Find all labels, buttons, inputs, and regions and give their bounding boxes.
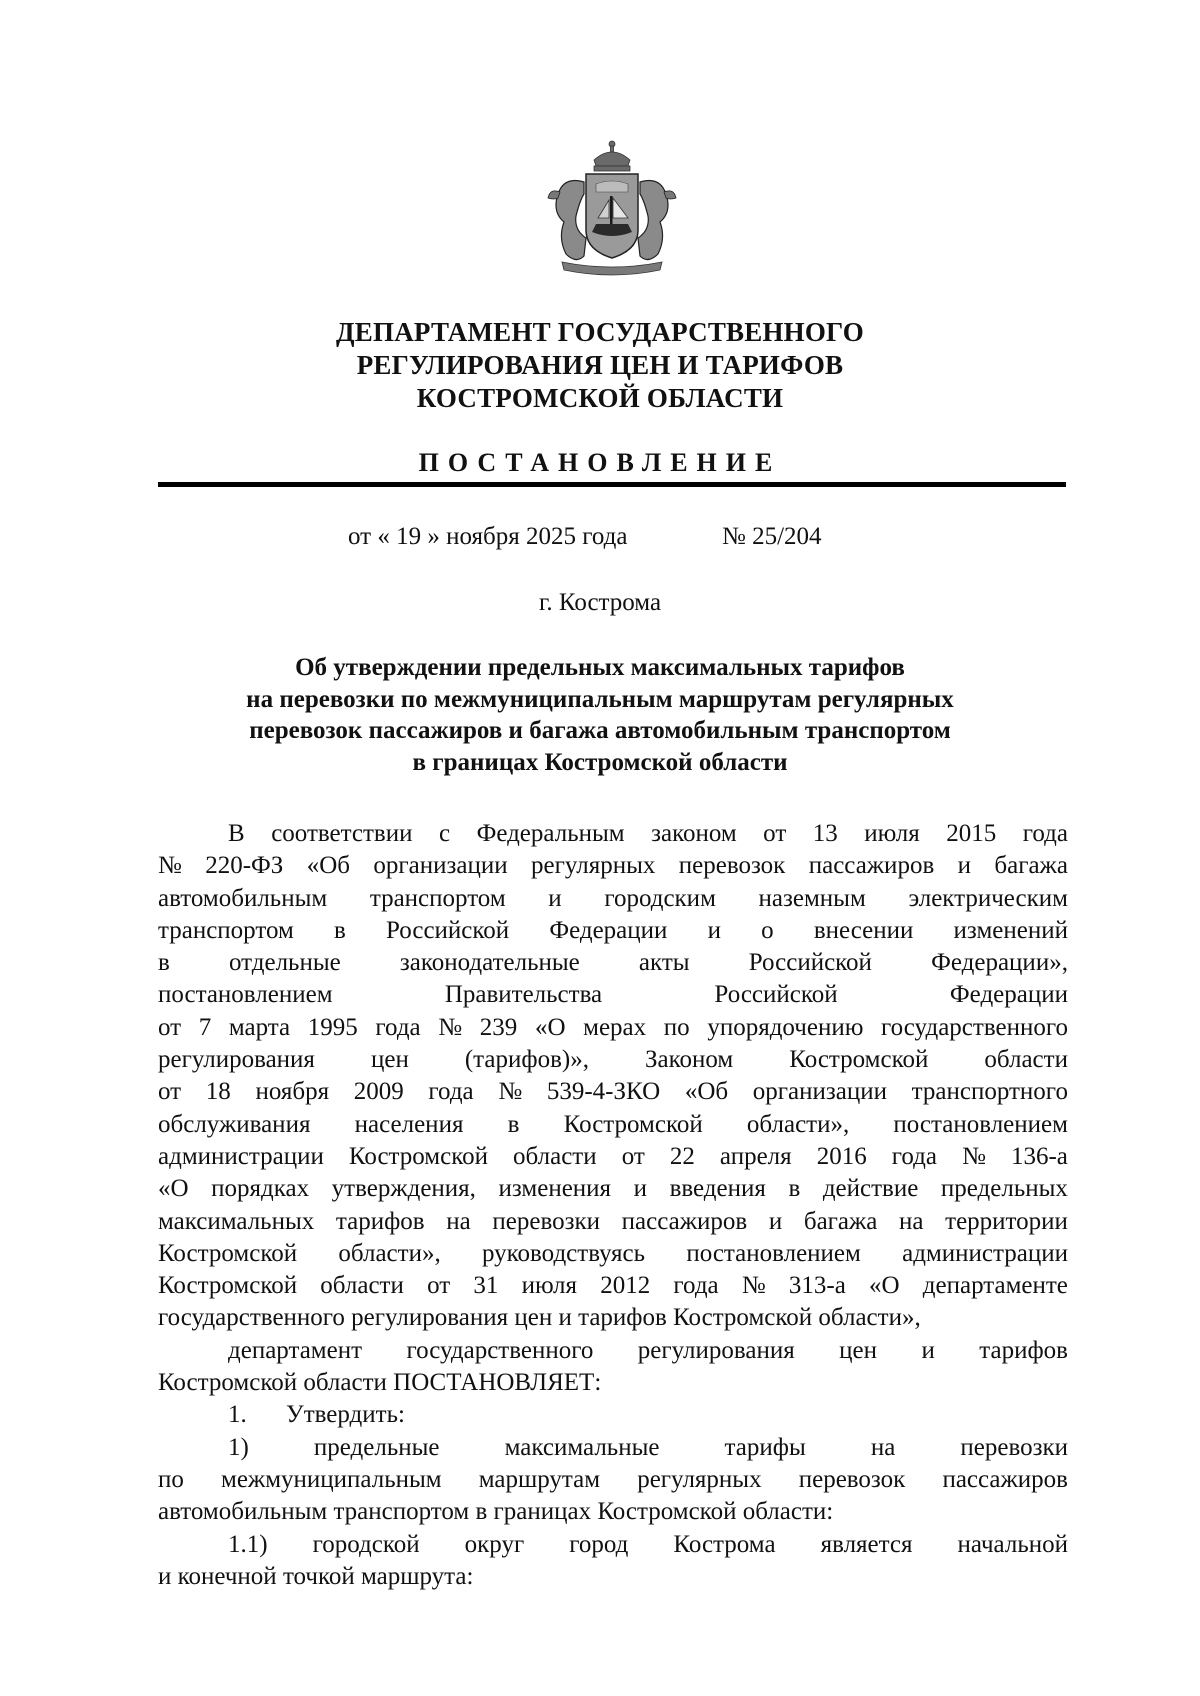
body-line — [158, 947, 1068, 979]
body-word: области — [984, 1046, 1068, 1074]
body-word: государственного — [406, 1336, 594, 1364]
body-line — [158, 1173, 1068, 1205]
document-type-title: ПОСТАНОВЛЕНИЕ — [418, 448, 782, 477]
body-word: постановлением — [893, 1110, 1068, 1138]
body-word: отдельные — [228, 949, 341, 977]
body-word: предельных — [940, 1175, 1068, 1203]
body-line: и конечной точкой маршрута: — [158, 1562, 474, 1590]
department-heading — [150, 316, 1050, 415]
body-word: городским — [604, 884, 716, 912]
body-word: Федерации», — [931, 949, 1068, 977]
body-line — [158, 979, 1068, 1011]
body-word: обслуживания — [158, 1110, 311, 1138]
body-line — [158, 1432, 1068, 1464]
body-line — [158, 1464, 1068, 1496]
body-word: законом — [651, 820, 737, 847]
body-word: № — [498, 1078, 523, 1106]
body-word: Российской — [385, 916, 510, 944]
subject-line-1: Об утверждении предельных максимальных тарифов — [295, 654, 905, 681]
body-word: транспортом — [158, 916, 294, 944]
body-word: и — [921, 1336, 935, 1364]
body-word: (тарифов)», — [464, 1046, 589, 1074]
body-word: город — [569, 1530, 629, 1558]
body-word: является — [820, 1530, 913, 1558]
body-word: июля — [521, 1272, 577, 1300]
body-word: Федерации — [549, 916, 668, 944]
body-word: администрации — [902, 1239, 1068, 1267]
body-word: области — [320, 1272, 404, 1300]
body-word: максимальные — [504, 1433, 660, 1461]
body-word: электрическим — [908, 884, 1068, 912]
body-word: марта — [228, 1013, 291, 1041]
body-word: Костромской — [158, 1239, 298, 1267]
body-word: 22 — [669, 1142, 695, 1170]
body-word: в — [333, 916, 346, 944]
body-word: от — [621, 1142, 645, 1170]
body-word: пассажиров — [808, 852, 935, 880]
body-word: 2015 — [946, 820, 997, 847]
body-word: по — [663, 1013, 690, 1041]
body-word: департаменте — [922, 1272, 1068, 1300]
body-word: Правительства — [444, 981, 603, 1009]
heading-divider — [158, 482, 1066, 487]
body-word: маршрутам — [478, 1465, 601, 1493]
body-word: перевозки — [492, 1207, 600, 1235]
body-word: о — [761, 916, 774, 944]
body-word: пассажиров — [942, 1465, 1068, 1493]
body-line: государственного регулирования цен и тарифов Костромской области», — [158, 1304, 921, 1332]
body-word: действие — [822, 1175, 919, 1203]
body-word: транспортного — [911, 1078, 1068, 1106]
body-word: перевозок — [678, 852, 786, 880]
body-word: «О — [869, 1272, 900, 1300]
body-word: 539-4-ЗКО — [546, 1078, 661, 1106]
body-word: года — [673, 1272, 719, 1300]
body-word: Кострома — [673, 1530, 776, 1558]
body-word: года — [428, 1078, 474, 1106]
body-word: городской — [312, 1530, 420, 1558]
body-word: пассажиров — [621, 1207, 748, 1235]
body-word: Федерации — [949, 981, 1068, 1009]
body-word: внесении — [813, 916, 914, 944]
body-word: апреля — [719, 1142, 792, 1170]
body-word: года — [891, 1142, 937, 1170]
body-line: Костромской области ПОСТАНОВЛЯЕТ: — [158, 1369, 602, 1397]
body-word: 1) — [228, 1433, 249, 1461]
body-word: предельные — [313, 1433, 440, 1461]
body-word: организации — [752, 1078, 887, 1106]
body-line — [158, 850, 1068, 882]
subject-line-4: в границах Костромской области — [412, 748, 788, 776]
body-word: максимальных — [158, 1207, 315, 1235]
body-word: Костромской — [789, 1046, 929, 1074]
body-word: утверждения, — [331, 1175, 476, 1203]
body-word: и — [633, 1175, 648, 1203]
body-word: 2009 — [353, 1078, 404, 1106]
body-word: 7 — [198, 1013, 212, 1041]
body-word: постановлением — [686, 1239, 861, 1267]
body-word: июля — [864, 820, 920, 847]
body-word: 2016 — [816, 1142, 867, 1170]
body-line — [158, 1012, 1068, 1044]
document-subject — [150, 652, 1050, 778]
body-word: перевозок — [798, 1465, 906, 1493]
body-word: 18 — [205, 1078, 231, 1106]
body-word: В — [228, 820, 245, 847]
document-number: № 25/204 — [722, 523, 822, 550]
body-line — [158, 1044, 1068, 1076]
body-word: тарифов — [335, 1207, 425, 1235]
body-word: Костромской — [158, 1272, 298, 1300]
body-word: от — [158, 1078, 182, 1106]
body-word: изменений — [953, 916, 1068, 944]
body-word: № — [741, 1272, 766, 1300]
body-word: Российской — [748, 949, 872, 977]
body-word: тарифов — [979, 1336, 1068, 1364]
coat-of-arms-emblem — [536, 138, 688, 282]
body-word: мерах — [583, 1013, 647, 1041]
body-word: на — [870, 1433, 896, 1461]
body-word: цен — [839, 1336, 878, 1364]
body-line — [158, 1238, 1068, 1270]
body-word: «О — [534, 1013, 566, 1041]
body-word: регулирования — [637, 1336, 795, 1364]
body-word: в — [158, 949, 170, 977]
subject-line-3: перевозок пассажиров и багажа автомобильным транспортом — [249, 717, 951, 744]
body-word: департамент — [228, 1336, 363, 1364]
body-word: 313-а — [788, 1272, 846, 1300]
body-word: регулирования — [158, 1046, 315, 1074]
body-word: территории — [945, 1207, 1068, 1235]
body-line — [158, 1141, 1068, 1173]
department-line-2: РЕГУЛИРОВАНИЯ ЦЕН И ТАРИФОВ — [356, 350, 844, 380]
body-word: на — [446, 1207, 471, 1235]
body-word: «Об — [306, 852, 350, 880]
body-word: № — [962, 1142, 986, 1170]
body-word: изменения — [498, 1175, 612, 1203]
document-date: от « 19 » ноября 2025 года — [348, 523, 628, 550]
body-line — [158, 1109, 1068, 1141]
body-line — [158, 1076, 1068, 1108]
item-1-text: Утвердить: — [286, 1401, 405, 1429]
body-word: тарифы — [724, 1433, 806, 1461]
body-word: и — [768, 1207, 783, 1235]
document-body — [158, 818, 1068, 1593]
body-word: 31 — [473, 1272, 499, 1300]
body-line — [158, 883, 1068, 915]
body-word: населения — [354, 1110, 464, 1138]
body-word: № — [158, 852, 182, 880]
body-word: области», — [746, 1110, 850, 1138]
body-line: автомобильным транспортом в границах Костромской области: — [158, 1498, 834, 1526]
body-word: багажа — [994, 852, 1068, 880]
body-word: администрации — [158, 1142, 324, 1170]
body-word: организации — [373, 852, 508, 880]
body-word: от — [158, 1013, 182, 1041]
body-word: руководствуясь — [482, 1239, 646, 1267]
body-line — [158, 818, 1068, 850]
body-word: соответствии — [271, 820, 413, 847]
body-word: Костромской — [348, 1142, 488, 1170]
body-word: «О — [158, 1175, 189, 1203]
body-word: 220-ФЗ — [205, 852, 284, 880]
item-1-number: 1. — [228, 1401, 247, 1429]
document-city: г. Кострома — [538, 589, 662, 616]
body-line — [158, 1529, 1068, 1561]
body-word: с — [438, 820, 451, 847]
body-word: регулярных — [530, 852, 656, 880]
body-word: округ — [464, 1530, 525, 1558]
body-line — [158, 1335, 1068, 1367]
body-word: 13 — [812, 820, 838, 847]
body-word: порядках — [211, 1175, 310, 1203]
body-word: начальной — [957, 1530, 1068, 1558]
body-word: постановлением — [158, 981, 333, 1009]
item-1-line — [158, 1399, 1068, 1431]
body-line — [158, 1270, 1068, 1302]
body-word: ноября — [255, 1078, 330, 1106]
body-word: упорядочению — [707, 1013, 864, 1041]
body-word: области — [513, 1142, 597, 1170]
body-word: Федеральным — [476, 820, 625, 847]
body-word: багажа — [803, 1207, 878, 1235]
body-word: 2012 — [600, 1272, 651, 1300]
subject-line-2: на перевозки по межмуниципальным маршрутам регулярных — [246, 685, 954, 713]
body-word: цен — [370, 1046, 409, 1074]
body-word: государственного — [881, 1013, 1068, 1041]
body-word: по — [158, 1465, 184, 1493]
department-line-1: ДЕПАРТАМЕНТ ГОСУДАРСТВЕННОГО — [336, 317, 864, 347]
body-word: года — [1022, 820, 1068, 847]
body-word: и — [548, 884, 562, 912]
body-word: «Об — [684, 1078, 729, 1106]
body-word: и — [707, 916, 721, 944]
body-word: года — [375, 1013, 421, 1041]
body-word: от — [427, 1272, 451, 1300]
body-word: и — [957, 852, 972, 880]
body-word: № — [438, 1013, 463, 1041]
body-word: 239 — [479, 1013, 518, 1041]
body-word: на — [899, 1207, 924, 1235]
body-line — [158, 915, 1068, 947]
department-line-3: КОСТРОМСКОЙ ОБЛАСТИ — [416, 383, 784, 413]
body-word: наземным — [758, 884, 866, 912]
body-word: от — [763, 820, 787, 847]
body-word: законодательные — [399, 949, 580, 977]
body-word: в — [507, 1110, 520, 1138]
body-word: 1.1) — [228, 1530, 268, 1558]
body-word: Российской — [714, 981, 838, 1009]
body-word: в — [788, 1175, 801, 1203]
body-word: Костромской — [563, 1110, 703, 1138]
body-word: транспортом — [369, 884, 506, 912]
body-line — [158, 1206, 1068, 1238]
body-word: области», — [338, 1239, 441, 1267]
body-word: 1995 — [307, 1013, 358, 1041]
body-word: автомобильным — [158, 884, 328, 912]
body-word: Законом — [645, 1046, 734, 1074]
body-word: межмуниципальным — [221, 1465, 442, 1493]
body-word: регулярных — [637, 1465, 762, 1493]
body-word: введения — [669, 1175, 766, 1203]
body-word: перевозки — [960, 1433, 1068, 1461]
body-word: акты — [638, 949, 690, 977]
body-word: 136-а — [1010, 1142, 1068, 1170]
